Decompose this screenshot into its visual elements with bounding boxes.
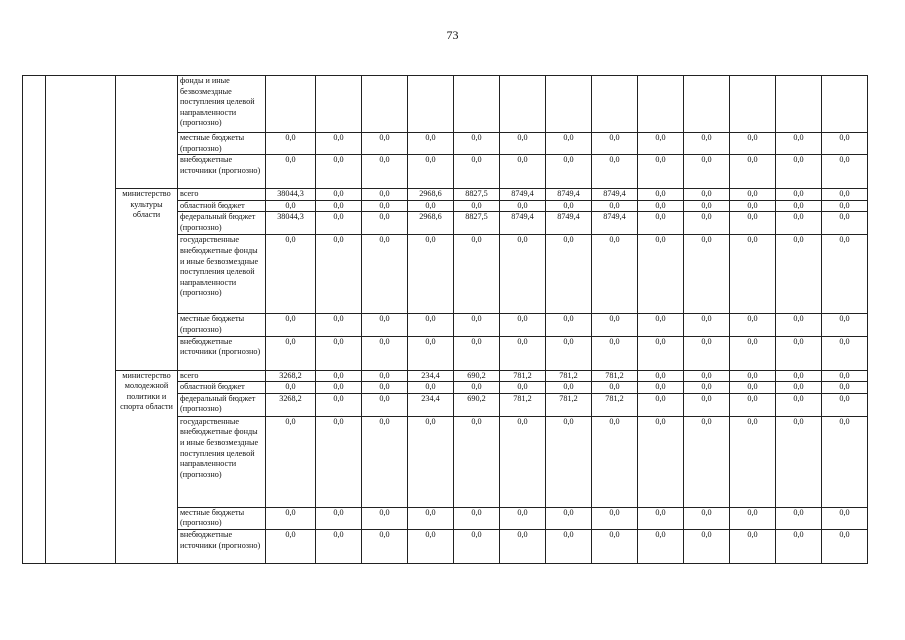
value-cell: 0,0 [776,314,822,336]
value-cell: 8749,4 [500,189,546,201]
value-cell: 0,0 [454,507,500,529]
funding-source-label: местные бюджеты (прогнозно) [178,133,266,155]
value-cell: 3268,2 [266,370,316,382]
value-cell: 0,0 [684,416,730,507]
value-cell: 38044,3 [266,212,316,235]
value-cell: 0,0 [316,393,362,416]
value-cell: 0,0 [266,529,316,563]
executor-cell: министерство молодежной политики и спорта области [116,370,178,563]
value-cell: 0,0 [316,382,362,394]
value-cell: 0,0 [730,336,776,370]
value-cell: 0,0 [316,416,362,507]
value-cell: 2968,6 [408,212,454,235]
funding-source-label: федеральный бюджет (прогнозно) [178,212,266,235]
value-cell: 0,0 [546,416,592,507]
value-cell [638,76,684,133]
value-cell: 0,0 [638,235,684,314]
value-cell: 0,0 [316,370,362,382]
value-cell: 0,0 [454,336,500,370]
value-cell: 0,0 [730,133,776,155]
funding-source-label: всего [178,189,266,201]
value-cell: 0,0 [316,336,362,370]
value-cell: 0,0 [408,155,454,189]
value-cell: 0,0 [266,235,316,314]
budget-table [22,75,868,564]
value-cell: 0,0 [592,382,638,394]
value-cell: 0,0 [684,370,730,382]
funding-source-label: местные бюджеты (прогнозно) [178,507,266,529]
value-cell [316,76,362,133]
value-cell: 0,0 [266,133,316,155]
table-row [23,76,868,133]
funding-source-label: местные бюджеты (прогнозно) [178,314,266,336]
value-cell: 781,2 [546,370,592,382]
funding-source-label: федеральный бюджет (прогнозно) [178,393,266,416]
value-cell: 0,0 [266,314,316,336]
value-cell [362,76,408,133]
value-cell: 234,4 [408,393,454,416]
value-cell: 8827,5 [454,189,500,201]
value-cell: 0,0 [362,189,408,201]
funding-source-label: государственные внебюджетные фонды и иные безвозмездные поступления целевой направленности (прогнозно) [178,416,266,507]
value-cell: 0,0 [408,314,454,336]
value-cell [266,76,316,133]
value-cell: 0,0 [638,393,684,416]
funding-source-label: областной бюджет [178,200,266,212]
value-cell: 3268,2 [266,393,316,416]
value-cell: 0,0 [776,212,822,235]
value-cell: 0,0 [316,314,362,336]
value-cell: 0,0 [822,133,868,155]
value-cell: 0,0 [730,393,776,416]
table-row [23,370,868,382]
value-cell: 0,0 [730,370,776,382]
value-cell: 0,0 [500,200,546,212]
value-cell: 781,2 [500,393,546,416]
value-cell: 0,0 [408,507,454,529]
value-cell: 0,0 [638,200,684,212]
value-cell: 0,0 [776,235,822,314]
value-cell: 0,0 [776,507,822,529]
value-cell: 0,0 [362,212,408,235]
value-cell: 0,0 [408,382,454,394]
value-cell [408,76,454,133]
value-cell: 0,0 [822,393,868,416]
value-cell: 0,0 [822,529,868,563]
funding-source-label: внебюджетные источники (прогнозно) [178,336,266,370]
value-cell: 0,0 [684,507,730,529]
value-cell: 0,0 [408,529,454,563]
value-cell: 0,0 [546,155,592,189]
value-cell: 0,0 [592,200,638,212]
value-cell: 0,0 [638,507,684,529]
value-cell: 0,0 [454,382,500,394]
value-cell: 0,0 [684,235,730,314]
value-cell: 0,0 [638,382,684,394]
value-cell: 0,0 [454,235,500,314]
value-cell: 0,0 [822,189,868,201]
value-cell: 0,0 [362,314,408,336]
value-cell: 0,0 [730,416,776,507]
value-cell: 781,2 [546,393,592,416]
value-cell: 0,0 [316,507,362,529]
value-cell: 0,0 [266,507,316,529]
value-cell: 0,0 [266,336,316,370]
value-cell: 0,0 [684,314,730,336]
value-cell: 0,0 [362,393,408,416]
value-cell: 0,0 [546,507,592,529]
executor-cell [116,76,178,189]
value-cell: 0,0 [316,235,362,314]
value-cell: 0,0 [592,155,638,189]
value-cell: 0,0 [316,529,362,563]
value-cell: 0,0 [266,155,316,189]
value-cell: 0,0 [684,155,730,189]
value-cell: 0,0 [316,133,362,155]
value-cell: 0,0 [730,529,776,563]
value-cell: 0,0 [822,314,868,336]
value-cell: 0,0 [546,529,592,563]
value-cell: 0,0 [638,529,684,563]
value-cell [730,76,776,133]
value-cell: 0,0 [546,235,592,314]
value-cell: 0,0 [822,370,868,382]
value-cell: 0,0 [822,155,868,189]
value-cell: 0,0 [454,416,500,507]
value-cell: 0,0 [500,133,546,155]
value-cell: 0,0 [684,200,730,212]
value-cell: 0,0 [822,235,868,314]
value-cell: 0,0 [266,382,316,394]
value-cell: 0,0 [592,314,638,336]
value-cell: 0,0 [684,529,730,563]
value-cell: 0,0 [316,189,362,201]
value-cell: 0,0 [822,212,868,235]
value-cell [684,76,730,133]
value-cell: 0,0 [684,189,730,201]
value-cell [592,76,638,133]
value-cell: 0,0 [408,416,454,507]
value-cell: 8749,4 [500,212,546,235]
value-cell: 0,0 [546,200,592,212]
table-row [23,189,868,201]
value-cell: 0,0 [362,336,408,370]
value-cell: 0,0 [592,507,638,529]
value-cell: 0,0 [546,336,592,370]
value-cell: 0,0 [776,416,822,507]
value-cell: 0,0 [776,370,822,382]
value-cell: 0,0 [546,133,592,155]
value-cell: 0,0 [454,133,500,155]
value-cell: 0,0 [776,393,822,416]
value-cell: 0,0 [316,155,362,189]
value-cell: 0,0 [408,133,454,155]
value-cell: 0,0 [546,314,592,336]
funding-source-label: государственные внебюджетные фонды и иные безвозмездные поступления целевой направленности (прогнозно) [178,235,266,314]
value-cell [546,76,592,133]
value-cell: 0,0 [822,507,868,529]
value-cell: 0,0 [454,529,500,563]
value-cell: 0,0 [684,393,730,416]
value-cell: 0,0 [592,133,638,155]
value-cell: 0,0 [638,155,684,189]
value-cell: 0,0 [266,200,316,212]
value-cell: 0,0 [730,189,776,201]
value-cell: 690,2 [454,393,500,416]
value-cell: 0,0 [776,382,822,394]
value-cell: 0,0 [730,155,776,189]
value-cell: 0,0 [362,200,408,212]
value-cell: 0,0 [776,133,822,155]
value-cell: 0,0 [730,212,776,235]
value-cell: 0,0 [500,235,546,314]
funding-source-label: фонды и иные безвозмездные поступления целевой направленности (прогнозно) [178,76,266,133]
value-cell: 0,0 [822,416,868,507]
funding-source-label: областной бюджет [178,382,266,394]
value-cell: 0,0 [730,200,776,212]
value-cell: 38044,3 [266,189,316,201]
value-cell: 0,0 [592,336,638,370]
value-cell: 0,0 [266,416,316,507]
value-cell: 0,0 [822,200,868,212]
value-cell: 0,0 [362,416,408,507]
value-cell: 0,0 [362,133,408,155]
value-cell: 0,0 [638,133,684,155]
measure-name-cell [46,76,116,564]
value-cell: 8749,4 [592,212,638,235]
value-cell: 0,0 [500,155,546,189]
value-cell [822,76,868,133]
value-cell: 0,0 [776,336,822,370]
value-cell: 0,0 [316,212,362,235]
value-cell: 0,0 [500,529,546,563]
value-cell: 0,0 [500,507,546,529]
value-cell: 0,0 [684,382,730,394]
value-cell [776,76,822,133]
value-cell: 690,2 [454,370,500,382]
value-cell: 0,0 [730,314,776,336]
value-cell: 0,0 [776,155,822,189]
value-cell: 0,0 [638,212,684,235]
value-cell [500,76,546,133]
value-cell: 0,0 [546,382,592,394]
value-cell: 0,0 [776,189,822,201]
value-cell: 0,0 [684,212,730,235]
value-cell: 0,0 [362,370,408,382]
value-cell: 8749,4 [546,189,592,201]
value-cell: 2968,6 [408,189,454,201]
value-cell: 0,0 [730,507,776,529]
value-cell: 0,0 [500,336,546,370]
value-cell: 0,0 [638,314,684,336]
value-cell: 0,0 [408,235,454,314]
value-cell: 0,0 [362,382,408,394]
value-cell: 0,0 [638,416,684,507]
value-cell: 0,0 [638,336,684,370]
value-cell: 0,0 [362,507,408,529]
value-cell: 0,0 [454,155,500,189]
funding-source-label: внебюджетные источники (прогнозно) [178,155,266,189]
value-cell: 0,0 [822,382,868,394]
value-cell: 8827,5 [454,212,500,235]
executor-cell: министерство культуры области [116,189,178,370]
value-cell: 0,0 [500,416,546,507]
funding-source-label: внебюджетные источники (прогнозно) [178,529,266,563]
value-cell: 781,2 [592,370,638,382]
value-cell: 0,0 [730,235,776,314]
value-cell: 0,0 [592,235,638,314]
value-cell: 0,0 [362,529,408,563]
value-cell: 0,0 [776,529,822,563]
value-cell: 0,0 [316,200,362,212]
value-cell: 0,0 [408,200,454,212]
value-cell [454,76,500,133]
value-cell: 0,0 [454,314,500,336]
value-cell: 0,0 [408,336,454,370]
budget-table-body [23,76,868,564]
value-cell: 781,2 [500,370,546,382]
funding-source-label: всего [178,370,266,382]
value-cell: 0,0 [638,370,684,382]
value-cell: 8749,4 [592,189,638,201]
value-cell: 0,0 [592,529,638,563]
value-cell: 781,2 [592,393,638,416]
value-cell: 234,4 [408,370,454,382]
row-number-cell [23,76,46,564]
value-cell: 0,0 [684,133,730,155]
value-cell: 0,0 [638,189,684,201]
value-cell: 0,0 [500,314,546,336]
value-cell: 0,0 [776,200,822,212]
value-cell: 0,0 [454,200,500,212]
value-cell: 0,0 [822,336,868,370]
value-cell: 0,0 [592,416,638,507]
value-cell: 0,0 [684,336,730,370]
value-cell: 0,0 [362,235,408,314]
page-number: 73 [446,28,459,42]
value-cell: 0,0 [730,382,776,394]
value-cell: 0,0 [362,155,408,189]
value-cell: 8749,4 [546,212,592,235]
value-cell: 0,0 [500,382,546,394]
